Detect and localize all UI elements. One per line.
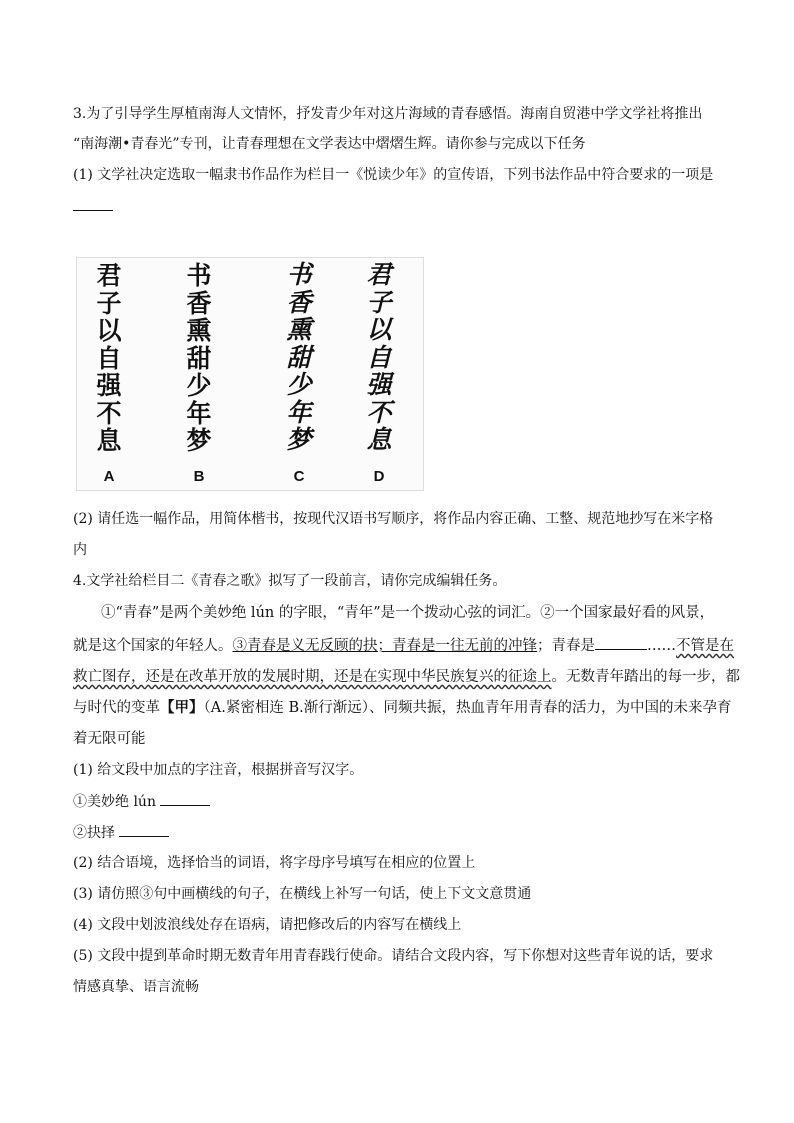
q4-paragraph-line4 [73,698,731,718]
q4-p3-tail: …… [647,638,676,654]
q4-sub4: (4) 文段中划波浪线处存在语病，请把修改后的内容写在横线上 [73,917,462,933]
calligraphy-char: 年 [286,399,312,427]
q4-p2-text: 就是这个国家的年轻人。 [73,638,233,654]
calligraphy-char: 甜 [286,344,312,372]
calligraphy-char: 少 [186,371,212,400]
q4-paragraph-line2 [73,635,734,656]
calligraphy-column-d [349,262,409,455]
calligraphy-char: 息 [96,426,122,455]
calligraphy-column-a [79,262,139,455]
calligraphy-image [76,257,424,491]
calligraphy-char: 君 [96,261,122,290]
q4-paragraph-line1: ①“青春”是两个美妙绝 lún 的字眼，“青年”是一个拨动心弦的词汇。②一个国家最好看的风景， [101,605,715,621]
calligraphy-label-a: A [103,468,115,485]
calligraphy-char: 少 [286,372,312,399]
q4-sub1: (1) 给文段中加点的字注音，根据拼音写汉字。 [73,762,364,778]
calligraphy-char: 书 [286,262,312,289]
calligraphy-char: 熏 [186,316,212,345]
q4-sub1b-blank [119,822,169,837]
q4-sub3: (3) 请仿照③句中画横线的句子，在横线上补写一句话，使上下文文意贯通 [73,886,532,902]
calligraphy-char: 以 [366,316,392,344]
q4-p5-b: （A.紧密相连 B.渐行渐远）、同频共振，热血青年用青春的活力，为中国的未来孕育 [203,700,732,716]
q4-sub1b [73,822,169,843]
q4-jia-marker: 【甲】 [160,699,204,716]
q4-sentence3-blank [595,635,647,650]
calligraphy-column-b [169,262,229,455]
q4-wavy-text-start: 不管是在 [676,638,734,654]
calligraphy-char: 自 [96,343,122,373]
calligraphy-char: 自 [366,343,392,372]
calligraphy-char: 梦 [286,427,312,454]
q4-sub1a-text: ①美妙绝 lún [73,794,156,810]
calligraphy-label-b: B [193,468,205,485]
q3-sub1-answer-blank [73,196,113,217]
q4-underlined-sentence: ③青春是义无反顾的抉；青春是一往无前的冲锋 [232,638,537,654]
calligraphy-char: 香 [186,288,212,318]
calligraphy-char: 以 [96,316,122,345]
calligraphy-char: 不 [96,398,122,428]
calligraphy-char: 书 [186,261,212,290]
q4-p3-rest: ；青春是 [537,638,595,654]
q3-intro-line1: 3.为了引导学生厚植南海人文情怀，抒发青少年对这片海域的青春感悟。海南自贸港中学文学社将推出 [73,106,703,122]
q4-sub1a-blank [160,791,210,806]
q3-sub2-line1: (2) 请任选一幅作品，用简体楷书，按现代汉语书写顺序，将作品内容正确、工整、规范地抄写在米字格 [73,511,714,527]
q4-sub1b-text: ②抉择 [73,825,115,841]
calligraphy-char: 子 [366,288,392,317]
calligraphy-char: 香 [286,289,312,317]
calligraphy-char: 梦 [186,426,212,455]
calligraphy-label-d: D [373,468,385,485]
q4-sub1a [73,791,210,812]
q4-sub5-line2: 情感真挚、语言流畅 [73,979,199,995]
q4-wavy-text: 救亡图存，还是在改革开放的发展时期，还是在实现中华民族复兴的征途上 [73,669,552,685]
q4-p5-a: 与时代的变革 [73,700,160,716]
calligraphy-label-c: C [293,468,305,485]
q3-sub2-line2: 内 [73,542,87,558]
q4-paragraph-line3 [73,667,740,687]
calligraphy-char: 强 [96,371,122,400]
q3-intro-line2: “南海潮•青春光”专刊，让青春理想在文学表达中熠熠生辉。请你参与完成以下任务 [73,136,586,152]
q3-sub1: (1) 文学社决定选取一幅隶书作品作为栏目一《悦读少年》的宣传语，下列书法作品中符合要求的一项是 [73,167,714,183]
q4-sub5-line1: (5) 文段中提到革命时期无数青年用青春践行使命。请结合文段内容，写下你想对这些青年说的话，要求 [73,948,714,964]
calligraphy-char: 年 [186,398,212,428]
q4-p4-rest: 。无数青年踏出的每一步，都 [551,669,740,685]
q4-paragraph-line5: 着无限可能 [73,731,146,747]
calligraphy-char: 甜 [186,343,212,373]
calligraphy-char: 强 [366,371,392,399]
q4-intro: 4.文学社给栏目二《青春之歌》拟写了一段前言，请你完成编辑任务。 [73,573,507,589]
calligraphy-column-c [269,262,329,455]
q4-sub2: (2) 结合语境，选择恰当的词语，将字母序号填写在相应的位置上 [73,855,476,871]
calligraphy-char: 子 [96,288,122,318]
calligraphy-char: 不 [366,398,392,427]
calligraphy-char: 熏 [286,317,312,344]
calligraphy-char: 君 [366,261,392,289]
calligraphy-char: 息 [366,426,392,454]
